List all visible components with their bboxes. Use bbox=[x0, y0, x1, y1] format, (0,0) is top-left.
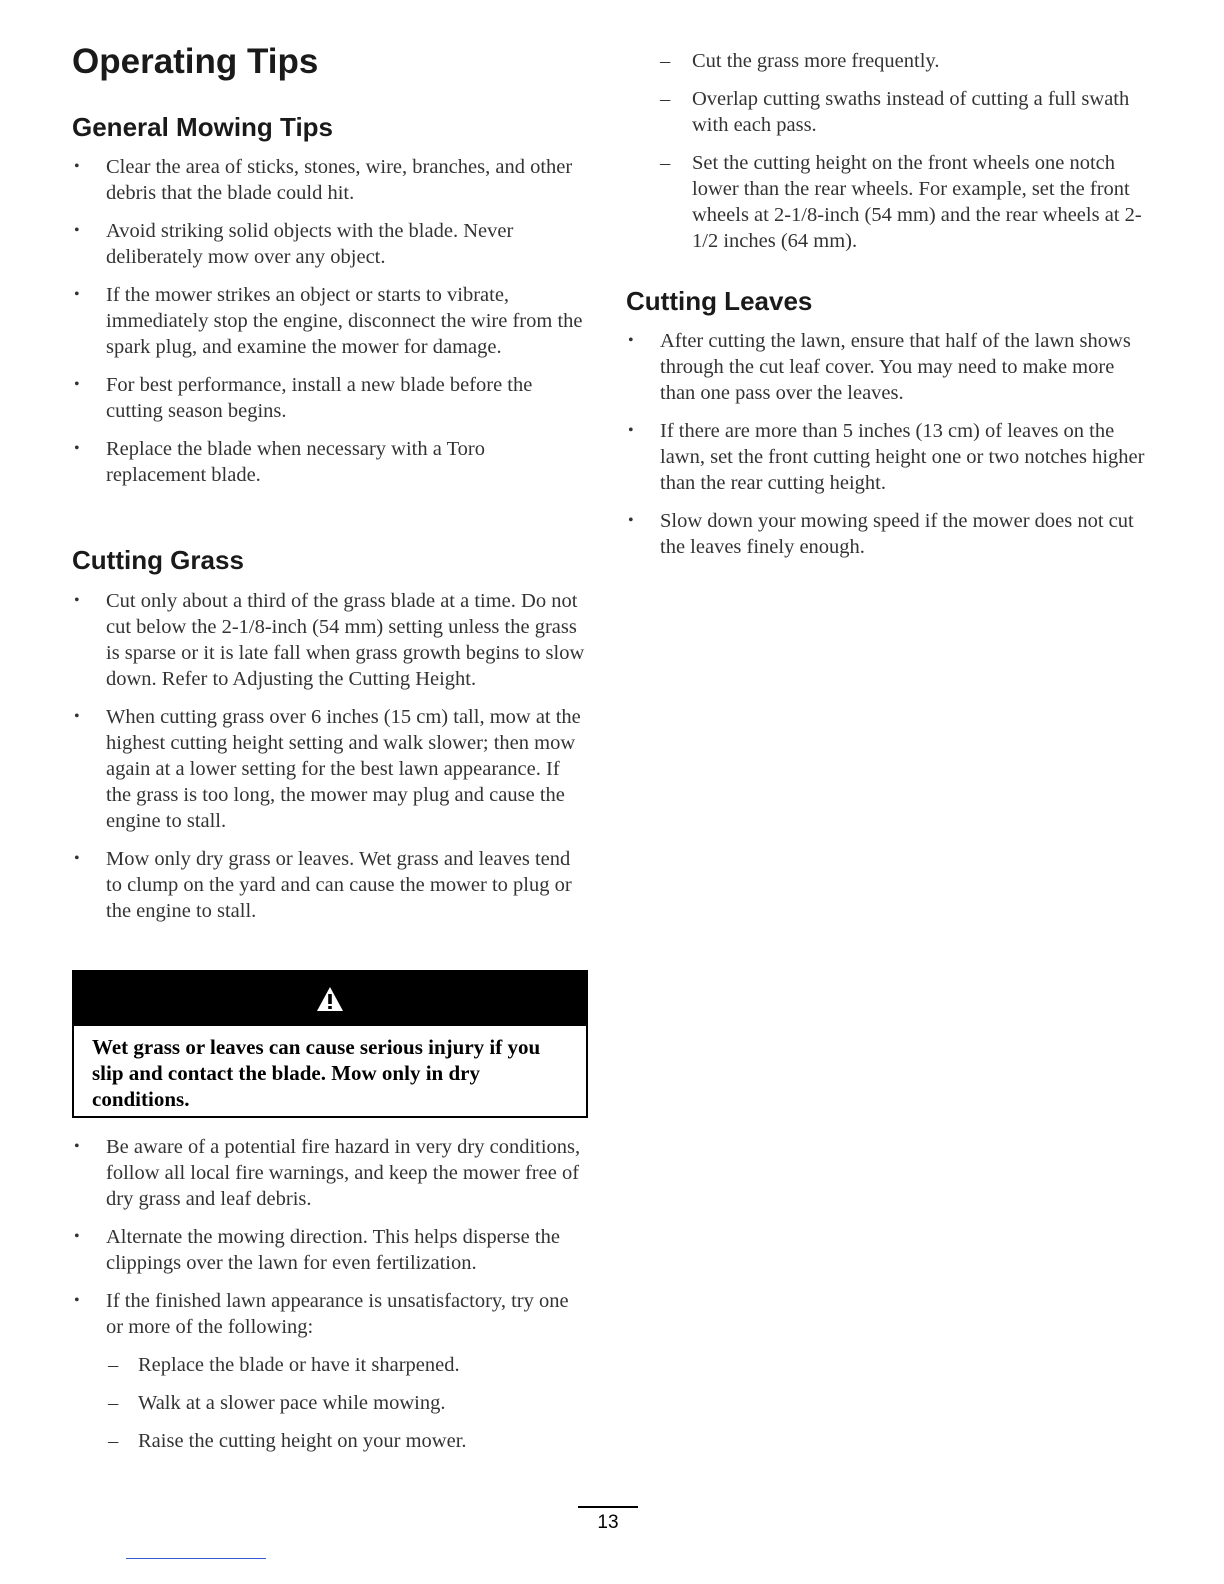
footer-rule bbox=[126, 1558, 266, 1559]
list-item: • When cutting grass over 6 inches (15 cm) tall, mow at the highest cutting height setting and walk slower; then mow again at a lower setting for the best lawn appearance. If the grass is too long, the mower may plug and cause the engine to stall. bbox=[72, 704, 588, 834]
list-item: • After cutting the lawn, ensure that half of the lawn shows through the cut leaf cover. You may need to make more than one pass over the leaves. bbox=[626, 328, 1146, 406]
list-item: • Slow down your mowing speed if the mower does not cut the leaves finely enough. bbox=[626, 508, 1146, 560]
tips-continued-list bbox=[626, 48, 1146, 266]
list-item: • Clear the area of sticks, stones, wire, branches, and other debris that the blade could hit. bbox=[72, 154, 588, 206]
list-item: • Alternate the mowing direction. This helps disperse the clippings over the lawn for even fertilization. bbox=[72, 1224, 588, 1276]
cutting-grass-list bbox=[72, 588, 588, 936]
warning-header bbox=[74, 972, 586, 1026]
cutting-grass-list-continued bbox=[72, 1134, 588, 1466]
list-item: • If the mower strikes an object or starts to vibrate, immediately stop the engine, disconnect the wire from the spark plug, and examine the mower for damage. bbox=[72, 282, 588, 360]
cutting-grass-heading: Cutting Grass bbox=[72, 545, 244, 575]
sub-list-item: – Walk at a slower pace while mowing. bbox=[72, 1390, 588, 1416]
list-item: • Mow only dry grass or leaves. Wet grass and leaves tend to clump on the yard and can cause the mower to plug or the engine to stall. bbox=[72, 846, 588, 924]
warning-triangle-icon bbox=[315, 985, 345, 1013]
list-item: • Avoid striking solid objects with the blade. Never deliberately mow over any object. bbox=[72, 218, 588, 270]
sub-list-item: – Cut the grass more frequently. bbox=[626, 48, 1146, 74]
sub-list-item: – Raise the cutting height on your mower. bbox=[72, 1428, 588, 1454]
list-item: • If the finished lawn appearance is unsatisfactory, try one or more of the following: bbox=[72, 1288, 588, 1340]
sub-list-item: – Overlap cutting swaths instead of cutting a full swath with each pass. bbox=[626, 86, 1146, 138]
page-number: 13 bbox=[578, 1506, 638, 1534]
list-item: • If there are more than 5 inches (13 cm) of leaves on the lawn, set the front cutting height one or two notches higher than the rear cutting height. bbox=[626, 418, 1146, 496]
list-item: • Cut only about a third of the grass blade at a time. Do not cut below the 2-1/8-inch (54 mm) setting unless the grass is sparse or it is late fall when grass growth begins to slow down. Refer to Adjusting the Cutting Height. bbox=[72, 588, 588, 692]
sub-list-item: – Set the cutting height on the front wheels one notch lower than the rear wheels. For example, set the front wheels at 2-1/8-inch (54 mm) and the rear wheels at 2-1/2 inches (64 mm). bbox=[626, 150, 1146, 254]
cutting-leaves-heading: Cutting Leaves bbox=[626, 286, 813, 316]
cutting-leaves-list bbox=[626, 328, 1146, 572]
sub-list-item: – Replace the blade or have it sharpened. bbox=[72, 1352, 588, 1378]
list-item: • Be aware of a potential fire hazard in very dry conditions, follow all local fire warnings, and keep the mower free of dry grass and leaf debris. bbox=[72, 1134, 588, 1212]
warning-box bbox=[72, 970, 588, 1118]
warning-text: Wet grass or leaves can cause serious injury if you slip and contact the blade. Mow only in dry conditions. bbox=[92, 1035, 541, 1111]
general-mowing-heading: General Mowing Tips bbox=[72, 112, 334, 142]
general-mowing-list bbox=[72, 154, 588, 500]
list-item: • Replace the blade when necessary with a Toro replacement blade. bbox=[72, 436, 588, 488]
page-title: Operating Tips bbox=[72, 42, 319, 81]
list-item: • For best performance, install a new blade before the cutting season begins. bbox=[72, 372, 588, 424]
